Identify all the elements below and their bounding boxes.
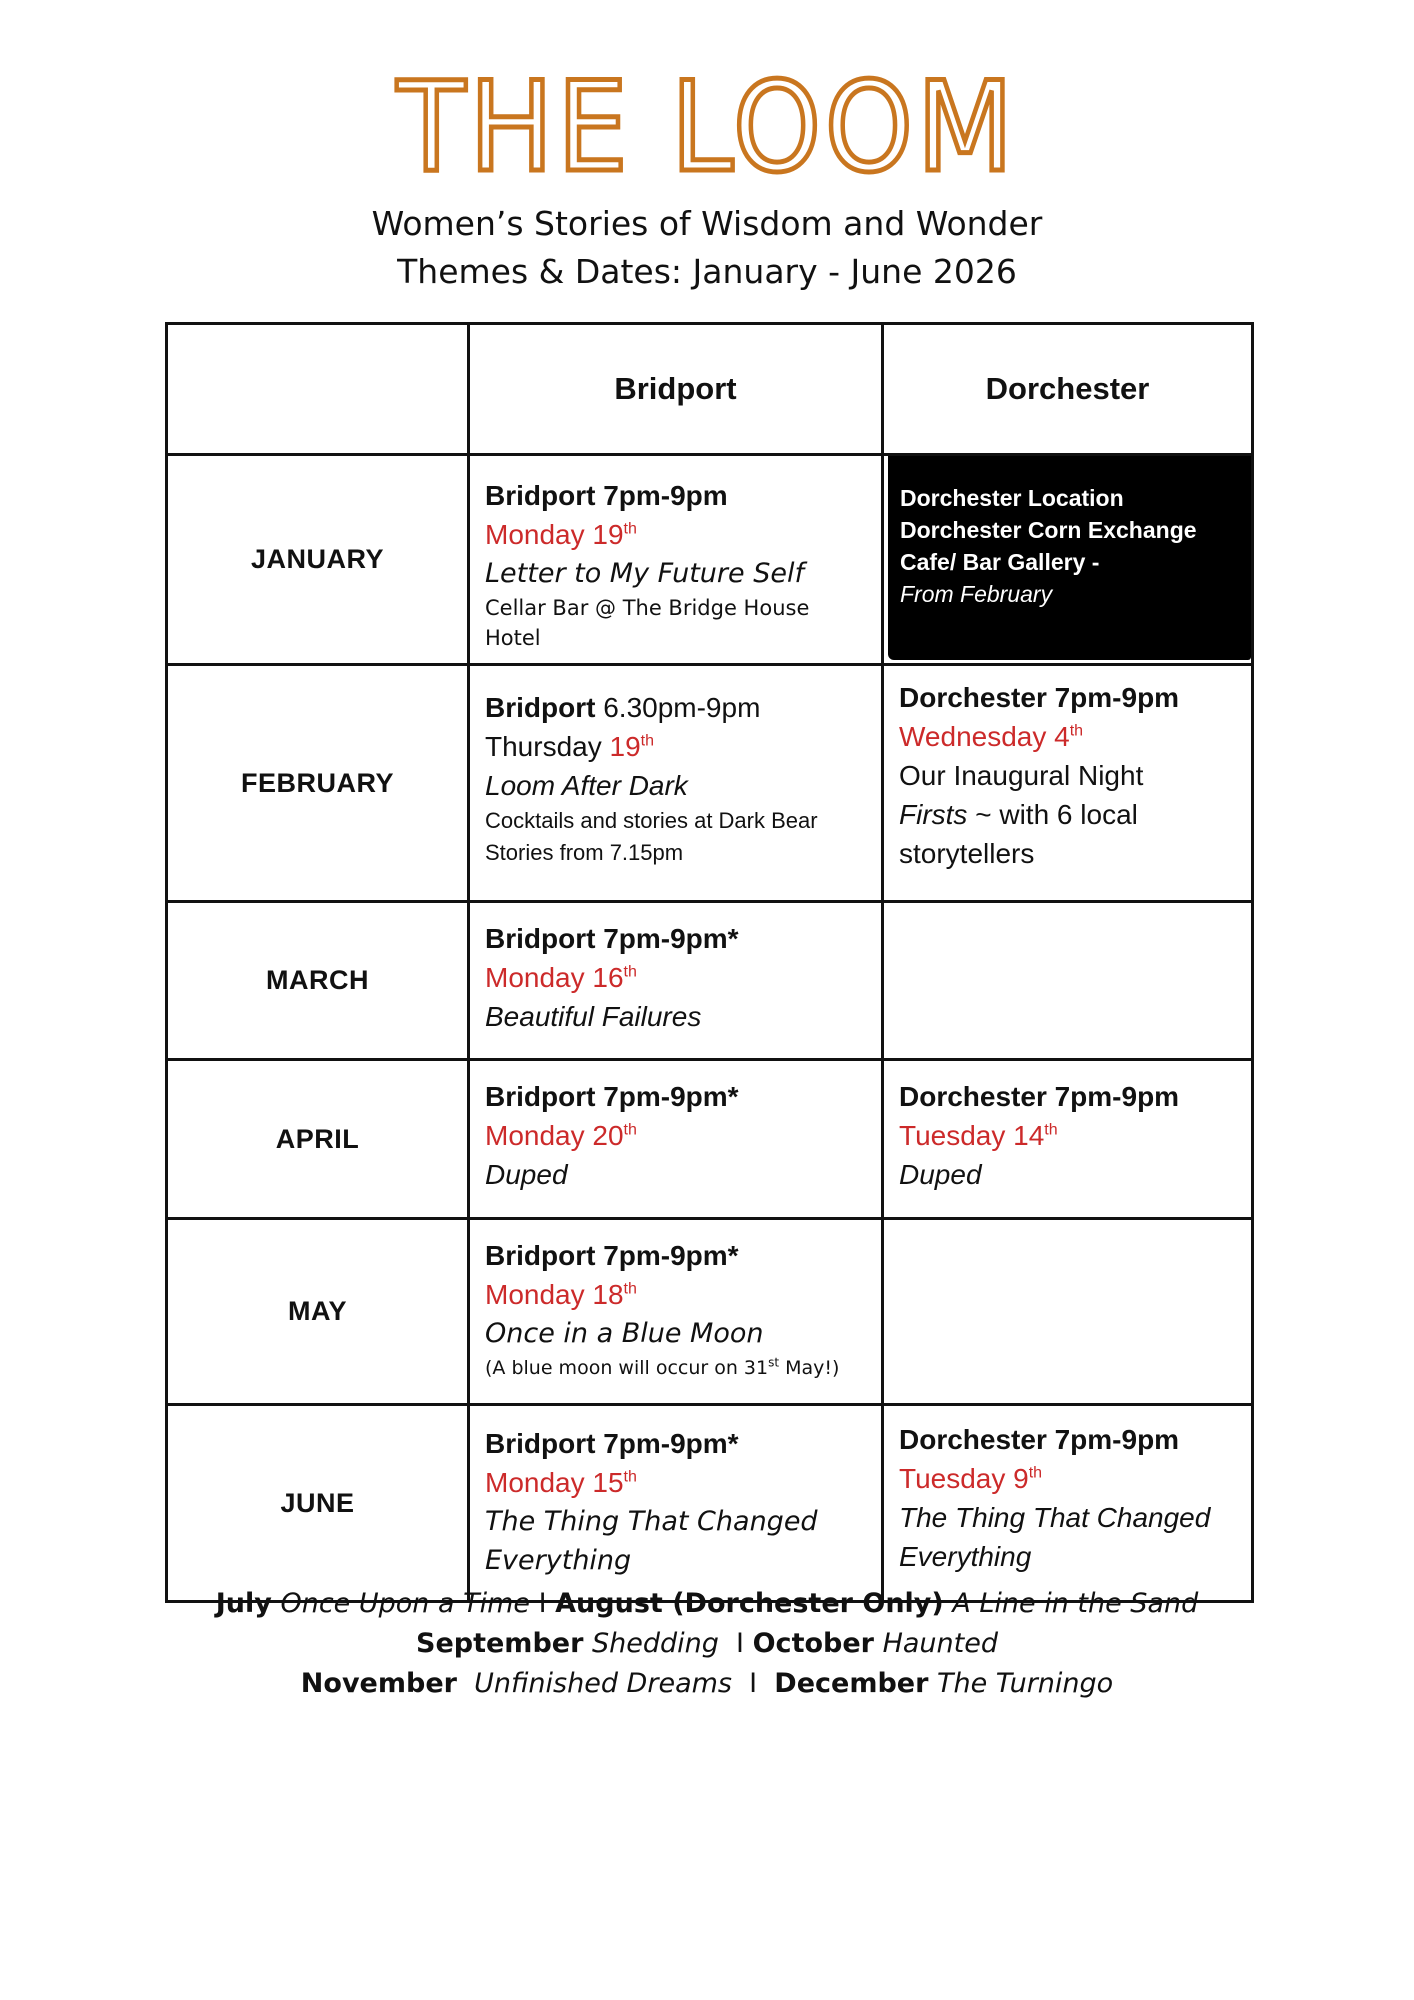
column-header-empty (167, 324, 469, 455)
venue-time: Bridport 7pm-9pm* (485, 923, 739, 954)
event-theme: Letter to My Future Self (485, 558, 804, 589)
event-date: Thursday 19th (485, 731, 654, 762)
venue-time: Bridport 7pm-9pm* (485, 1240, 739, 1271)
dorchester-cell (883, 665, 1253, 902)
logo-text: THE LOOM (396, 58, 1017, 188)
venue-time: Dorchester 7pm-9pm (899, 1081, 1180, 1112)
column-header-bridport: Bridport (469, 324, 883, 455)
location-start: From February (900, 581, 1053, 607)
month-label: FEBRUARY (167, 665, 469, 902)
venue-time: Bridport 6.30pm-9pm (485, 692, 761, 723)
month-label: JUNE (167, 1405, 469, 1602)
bridport-cell (469, 902, 883, 1060)
venue-time: Dorchester 7pm-9pm (899, 1424, 1180, 1455)
event-date: Tuesday 14th (899, 1120, 1058, 1151)
event-theme: Once in a Blue Moon (485, 1318, 764, 1349)
location-venue: Dorchester Corn Exchange (900, 517, 1197, 543)
event-theme-end: Everything (485, 1545, 632, 1576)
venue-time: Dorchester 7pm-9pm (899, 682, 1180, 713)
event-theme-end: Everything (899, 1541, 1032, 1572)
column-header-dorchester: Dorchester (883, 324, 1253, 455)
bridport-cell (469, 1219, 883, 1405)
dorchester-cell (883, 1405, 1253, 1602)
event-date: Monday 19th (485, 519, 637, 550)
month-label: JANUARY (167, 455, 469, 665)
footer-line-july-august: July Once Upon a Time I August (Dorchester Only) A Line in the Sand (215, 1588, 1199, 1619)
venue-time: Bridport 7pm-9pm* (485, 1428, 739, 1459)
table-row-february (167, 665, 1253, 902)
location-room: Cafe/ Bar Gallery - (900, 549, 1100, 575)
location-heading: Dorchester Location (900, 485, 1124, 511)
subtitle-tagline: Women’s Stories of Wisdom and Wonder (371, 204, 1043, 243)
logo-wordmark (207, 58, 1207, 188)
month-label: APRIL (167, 1060, 469, 1219)
event-theme: Duped (485, 1159, 568, 1190)
dorchester-cell-empty (883, 902, 1253, 1060)
event-theme: Firsts ~ with 6 local (899, 799, 1138, 830)
table-row-march (167, 902, 1253, 1060)
event-theme: Loom After Dark (485, 770, 688, 801)
table-header-row (167, 324, 1253, 455)
location-notice (888, 456, 1251, 660)
venue-time: Bridport 7pm-9pm (485, 480, 728, 511)
event-note: (A blue moon will occur on 31st May!) (485, 1355, 840, 1379)
month-label: MARCH (167, 902, 469, 1060)
event-theme: The Thing That Changed (899, 1502, 1211, 1533)
bridport-cell (469, 1405, 883, 1602)
footer-line-september-october: September Shedding I October Haunted (416, 1628, 998, 1659)
schedule-table (165, 322, 1254, 1603)
subtitle-dates: Themes & Dates: January - June 2026 (397, 252, 1017, 291)
dorchester-location-box (883, 455, 1253, 665)
event-date: Monday 20th (485, 1120, 637, 1151)
dorchester-cell-empty (883, 1219, 1253, 1405)
bridport-cell (469, 455, 883, 665)
event-date: Tuesday 9th (899, 1463, 1043, 1494)
event-start-note: Stories from 7.15pm (485, 840, 684, 865)
table-row-january (167, 455, 1253, 665)
event-note: Cocktails and stories at Dark Bear (485, 808, 818, 833)
event-location: Cellar Bar @ The Bridge House Hotel (485, 596, 810, 650)
event-date: Monday 18th (485, 1279, 637, 1310)
logo (0, 58, 1414, 188)
bridport-cell (469, 1060, 883, 1219)
event-theme: Beautiful Failures (485, 1001, 702, 1032)
table-row-may (167, 1219, 1253, 1405)
dorchester-cell (883, 1060, 1253, 1219)
event-description-end: storytellers (899, 838, 1035, 869)
table-row-june (167, 1405, 1253, 1602)
bridport-cell (469, 665, 883, 902)
event-date: Monday 15th (485, 1467, 637, 1498)
event-description: Our Inaugural Night (899, 760, 1144, 791)
month-label: MAY (167, 1219, 469, 1405)
event-theme: Duped (899, 1159, 982, 1190)
table-row-april (167, 1060, 1253, 1219)
event-date: Monday 16th (485, 962, 637, 993)
footer-line-november-december: November Unfinished Dreams I December The Turningo (300, 1668, 1114, 1699)
event-date: Wednesday 4th (899, 721, 1084, 752)
venue-time: Bridport 7pm-9pm* (485, 1081, 739, 1112)
event-theme: The Thing That Changed (485, 1506, 818, 1537)
